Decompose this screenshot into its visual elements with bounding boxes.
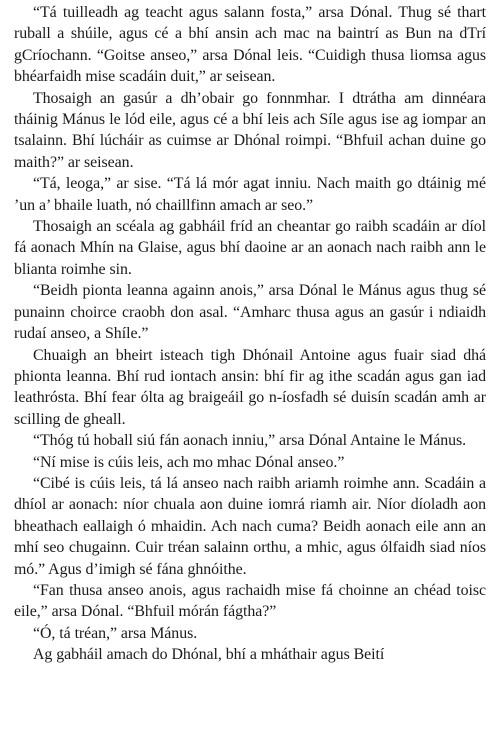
paragraph-5: “Beidh pionta leanna againn anois,” arsa Dónal le Mánus agus thug sé punainn choirce craobh don asal. “Amharc thusa agus an gasúr i ndiaidh rudaí anseo, a Shíle.”: [14, 282, 486, 343]
paragraph-9: “Cibé is cúis leis, tá lá anseo nach raibh ariamh roimhe ann. Scadáin a dhíol ar aonach: níor chuala aon duine iomrá riamh air. Níor díoladh aon bheathach eallaigh ó mhaidin. Ach nach cuma? Beidh aonach eile ann an mhí seo chugainn. Cuir tréan salainn orthu, a mhic, agus ólfaidh siad níos mó.” Agus d’imigh sé fána ghnóithe.: [14, 474, 486, 578]
paragraph-3: “Tá, leoga,” ar sise. “Tá lá mór agat inniu. Nach maith go dtáinig mé ’un a’ bhaile luath, nó chaillfinn amach ar seo.”: [14, 175, 486, 214]
paragraph-12: Ag gabháil amach do Dhónal, bhí a mháthair agus Beití: [33, 646, 385, 664]
paragraph-10: “Fan thusa anseo anois, agus rachaidh mise fá choinne an chéad toisc eile,” arsa Dónal. “Bhfuil mórán fágtha?”: [14, 581, 486, 621]
body-text: [14, 2, 486, 666]
paragraph-6: Chuaigh an bheirt isteach tigh Dhónail Antoine agus fuair siad dhá phionta leanna. Bhí rud iontach ansin: bhí fir ag ithe scadán agus gan iad leathrósta. Bhí fear ólta ag braigeáil go n-íosfadh sé duisín scadán amh ar scilling de gheall.: [14, 346, 486, 428]
paragraph-1: “Tá tuilleadh ag teacht agus salann fosta,” arsa Dónal. Thug sé thart ruball a shúile, agus cé a bhí ansin ach mac na baintrí as Bun na dTrí gCríochann. “Goitse anseo,” arsa Dónal leis. “Cuidigh thusa liomsa agus bhéarfaidh mise scadáin duit,” ar seisean.: [14, 4, 486, 86]
paragraph-8: “Ní mise is cúis leis, ach mo mhac Dónal anseo.”: [33, 453, 345, 471]
paragraph-7: “Thóg tú hoball siú fán aonach inniu,” arsa Dónal Antaine le Mánus.: [33, 432, 467, 450]
paragraph-2: Thosaigh an gasúr a dh’obair go fonnmhar. I dtrátha am dinnéara tháinig Mánus le lód eile, agus cé a bhí leis ach Síle agus ise ag iompar an tsalainn. Bhí lúcháir as cuimse ar Dhónal roimpi. “Bhfuil achan duine go maith?” ar seisean.: [14, 89, 486, 171]
paragraph-4: Thosaigh an scéala ag gabháil fríd an cheantar go raibh scadáin ar díol fá aonach Mhín na Glaise, agus bhí daoine ar an aonach nach raibh ann le blianta roimhe sin.: [14, 218, 486, 278]
paragraph-11: “Ó, tá tréan,” arsa Mánus.: [33, 624, 198, 642]
